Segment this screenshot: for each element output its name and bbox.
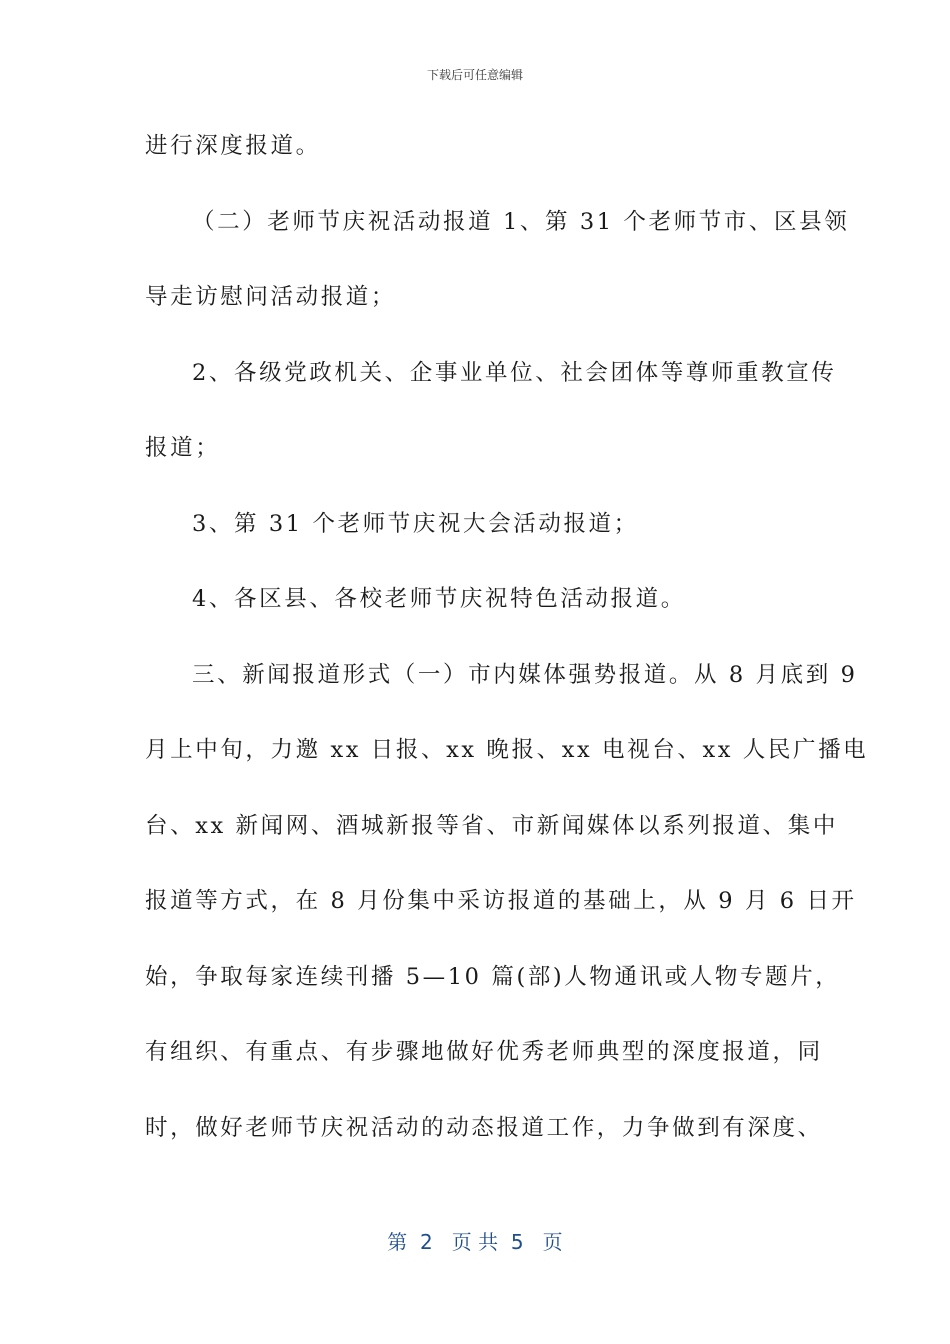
text-line: 台、xx 新闻网、酒城新报等省、市新闻媒体以系列报道、集中 (145, 812, 838, 839)
text-line: 始，争取每家连续刊播 5—10 篇(部)人物通讯或人物专题片， (145, 963, 841, 990)
text-line: 报道； (145, 435, 221, 461)
text-line: （二）老师节庆祝活动报道 1、第 31 个老师节市、区县领 (192, 208, 850, 235)
text-line: 时，做好老师节庆祝活动的动态报道工作，力争做到有深度、 (145, 1114, 823, 1141)
text-line: 4、各区县、各校老师节庆祝特色活动报道。 (192, 586, 686, 612)
text-line: 三、新闻报道形式（一）市内媒体强势报道。从 8 月底到 9 (192, 661, 858, 688)
document-body (145, 118, 869, 1175)
text-line: 进行深度报道。 (145, 133, 321, 159)
text-line: 报道等方式，在 8 月份集中采访报道的基础上，从 9 月 6 日开 (145, 888, 857, 914)
text-line: 3、第 31 个老师节庆祝大会活动报道； (192, 510, 639, 537)
text-line: 2、各级党政机关、企事业单位、社会团体等尊师重教宣传 (192, 359, 837, 386)
page-number: 第 2 页 共 5 页 (387, 1230, 563, 1254)
text-line: 有组织、有重点、有步骤地做好优秀老师典型的深度报道，同 (145, 1039, 823, 1065)
header-note: 下载后可任意编辑 (426, 68, 523, 82)
text-line: 月上中旬，力邀 xx 日报、xx 晚报、xx 电视台、xx 人民广播电 (145, 737, 869, 763)
text-line: 导走访慰问活动报道； (145, 284, 397, 310)
